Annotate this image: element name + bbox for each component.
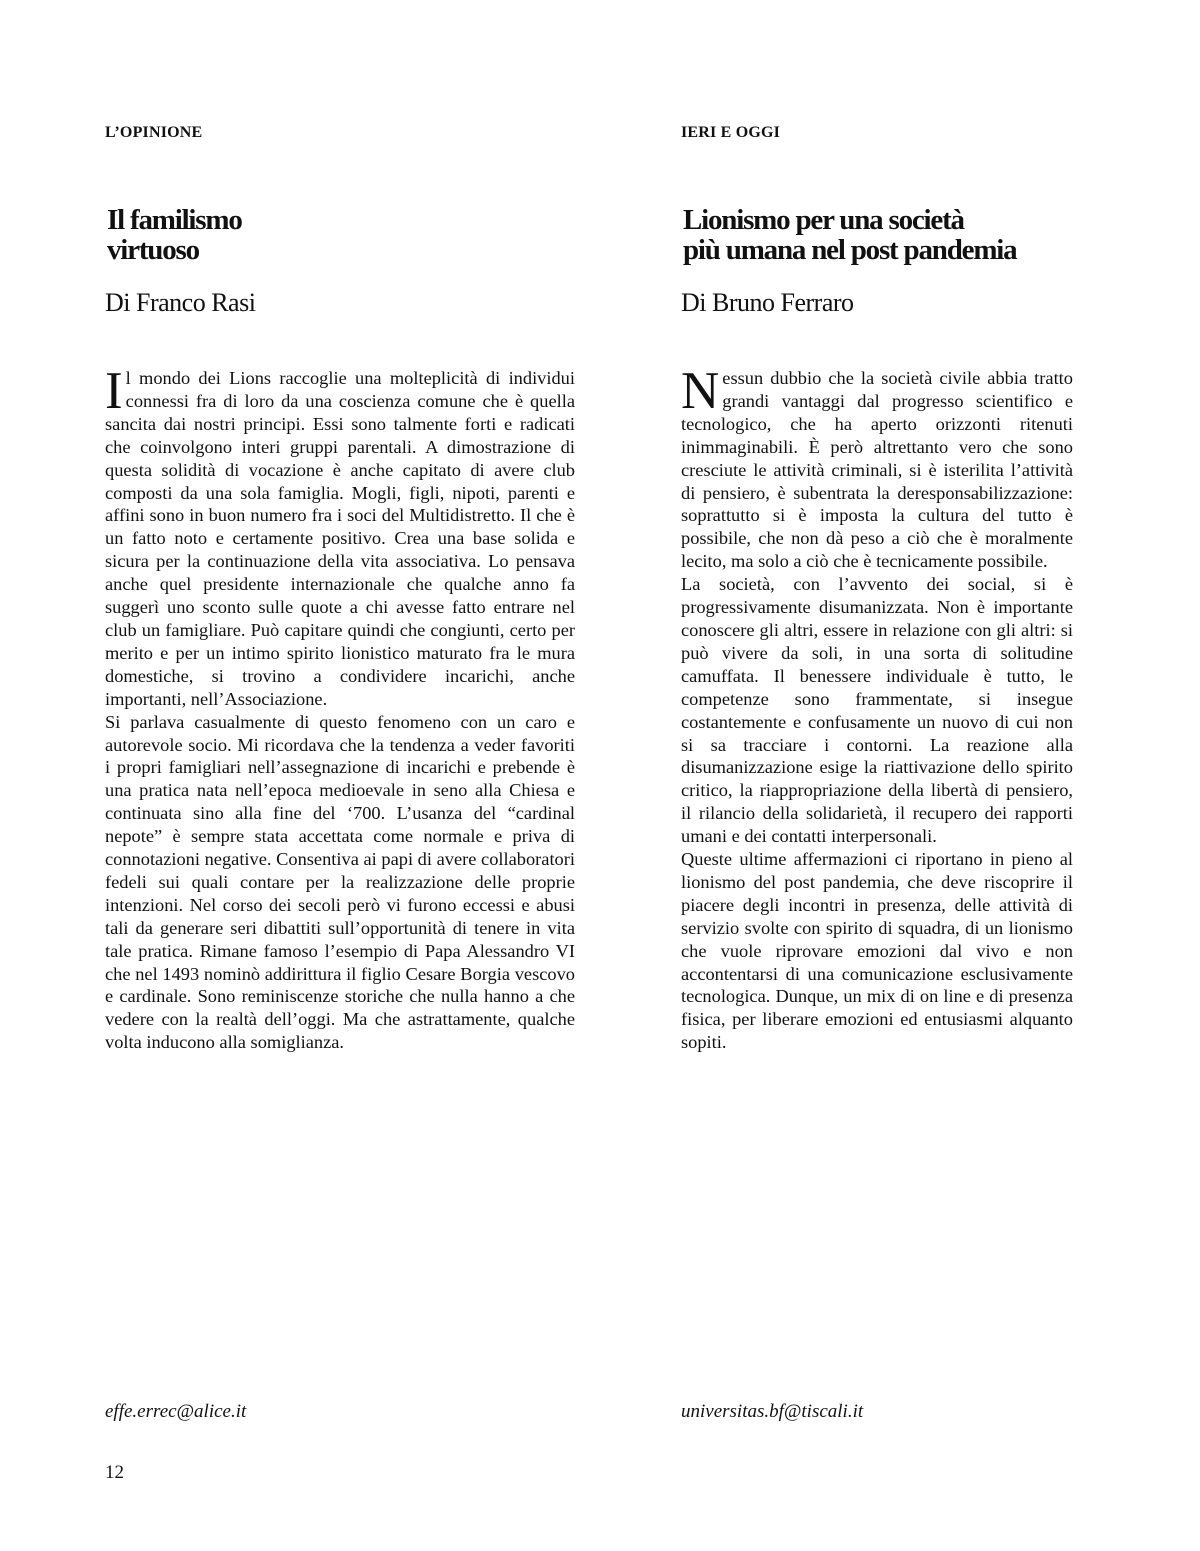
article-title (683, 205, 1016, 265)
title-line: Lionismo per una società (683, 204, 964, 236)
drop-cap: I (105, 362, 123, 420)
byline: Di Bruno Ferraro (681, 288, 854, 317)
paragraph: Si parlava casualmente di questo fenomeno con un caro e autorevole socio. Mi ricordava che la tendenza a veder favoriti i propri famigliari nell’assegnazione di incarichi e prebende è una pratica nata nell’epoca medioevale in seno alla Chiesa e continuata sino alla fine del ‘700. L’usanza del “cardinal nepote” è sempre stata accettata come normale e priva di connotazioni negative. Consentiva ai papi di avere collaboratori fedeli sui quali contare per la realizzazione delle proprie intenzioni. Nel corso dei secoli però vi furono eccessi e abusi tali da generare seri dibattiti sull’opportunità di tenere in vita tale pratica. Rimane famoso l’esempio di Papa Alessandro VI che nel 1493 nominò addirittura il figlio Cesare Borgia vescovo e cardinale. Sono reminiscenze storiche che nulla hanno a che vedere con la realtà dell’oggi. Ma che astrattamente, qualche volta inducono alla somiglianza. (105, 711, 575, 1053)
article-body (681, 362, 1073, 1054)
section-label: L’OPINIONE (105, 124, 203, 141)
paragraph: Queste ultime affermazioni ci riportano in pieno al lionismo del post pandemia, che deve riscoprire il piacere degli incontri in presenza, delle attività di servizio svolte con spirito di squadra, di un lionismo che vuole riprovare emozioni dal vivo e non accontentarsi di una comunicazione esclusivamente tecnologica. Dunque, un mix di on line e di presenza fisica, per liberare emozioni ed entusiasmi alquanto sopiti. (681, 849, 1073, 1053)
paragraph-text: l mondo dei Lions raccoglie una molteplicità di individui connessi fra di loro da una coscienza comune che è quella sancita dai nostri principi. Essi sono talmente forti e radicati che coinvolgono interi gruppi parentali. A dimostrazione di questa solidità di vocazione è anche capitato di avere club composti da una sola famiglia. Mogli, figli, nipoti, parenti e affini sono in buon numero fra i soci del Multidistretto. Il che è un fatto noto e certamente positivo. Crea una base solida e sicura per la continuazione della vita associativa. Lo pensava anche quel presidente internazionale che qualche anno fa suggerì uno sconto sulle quote a chi avesse fatto entrare nel club un famigliare. Può capitare quindi che congiunti, certo per merito e per un intimo spirito lionistico maturato fra le mura domestiche, si trovino a condividere incarichi, anche importanti, nell’Associazione. (105, 368, 575, 709)
paragraph (105, 362, 575, 711)
paragraph-text: essun dubbio che la società civile abbia tratto grandi vantaggi dal progresso scientifico e tecnologico, che ha aperto orizzonti ritenuti inimmaginabili. È però altrettanto vero che sono cresciute le attività criminali, si è isterilita l’attività di pensiero, è subentrata la deresponsabilizzazione: soprattutto si è imposta la cultura del tutto è possibile, che non dà peso a ciò che è moralmente lecito, ma solo a ciò che è tecnicamente possibile. (681, 368, 1073, 572)
left-article (105, 0, 575, 1551)
page-number: 12 (105, 1462, 124, 1483)
author-email[interactable]: effe.errec@alice.it (105, 1401, 247, 1422)
article-title (107, 205, 242, 265)
right-article (681, 0, 1073, 1551)
section-label: IERI E OGGI (681, 124, 781, 141)
title-line: virtuoso (107, 234, 199, 266)
paragraph (681, 362, 1073, 573)
title-line: Il familismo (107, 204, 242, 236)
paragraph: La società, con l’avvento dei social, si è progressivamente disumanizzata. Non è importante conoscere gli altri, essere in relazione con gli altri: si può vivere da soli, in una sorta di solitudine camuffata. Il benessere individuale è tutto, le competenze sono frammentate, si insegue costantemente e confusamente un nuovo di cui non si sa tracciare i contorni. La reazione alla disumanizzazione esige la riattivazione dello spirito critico, la riappropriazione della libertà di pensiero, il rilancio della solidarietà, il recupero dei rapporti umani e dei contatti interpersonali. (681, 574, 1073, 847)
byline: Di Franco Rasi (105, 288, 256, 317)
title-line: più umana nel post pandemia (683, 234, 1017, 266)
author-email[interactable]: universitas.bf@tiscali.it (681, 1401, 864, 1422)
drop-cap: N (681, 362, 720, 420)
article-body (105, 362, 575, 1054)
